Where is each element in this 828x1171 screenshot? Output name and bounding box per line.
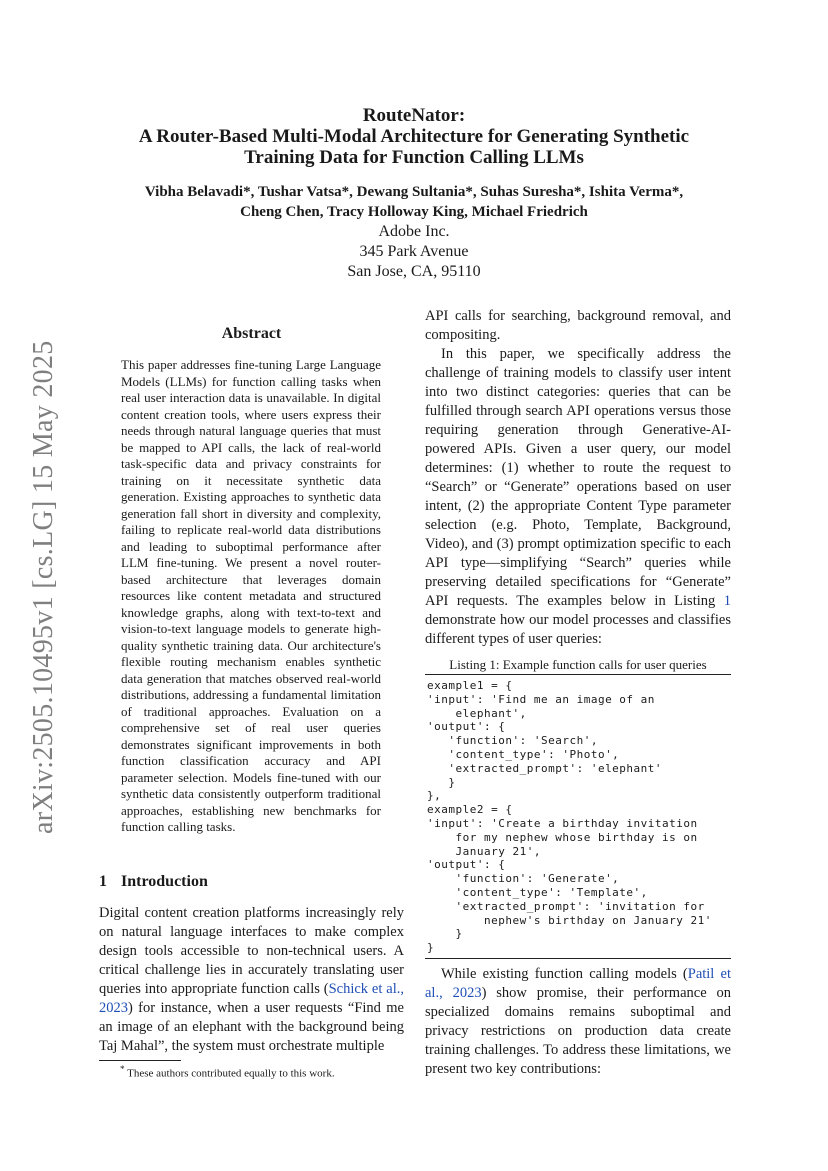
authors-line-2: Cheng Chen, Tracy Holloway King, Michael Friedrich: [240, 204, 588, 220]
authors-line-1: Vibha Belavadi*, Tushar Vatsa*, Dewang Sultania*, Suhas Suresha*, Ishita Verma*,: [144, 184, 684, 200]
right-column-top: [425, 307, 731, 649]
affiliation-org: Adobe Inc.: [378, 223, 450, 240]
intro-paragraph: [99, 904, 404, 1056]
section-title: Introduction: [121, 873, 208, 890]
paper-title-line-3: Training Data for Function Calling LLMs: [244, 147, 584, 168]
arxiv-identifier: arXiv:2505.10495v1 [cs.LG] 15 May 2025: [28, 340, 59, 834]
footnote-marker: *: [120, 1064, 125, 1074]
challenge-text-a: In this paper, we specifically address the challenge of training models to classify user intent into two distinct categories: queries that can be fulfilled through search API operations versus those requiring generation through Generative-AI-powered APIs. Given a user query, our model determines: (1) whether to route the request to “Search” or “Generate” operations based on user intent, (2) the appropriate Content Type parameter selection (e.g. Photo, Template, Background, Video), and (3) prompt optimization specific to each API type—simplifying “Search” queries while preserving detailed specifications for “Generate” API requests. The examples below in Listing: [425, 346, 731, 609]
paragraph-existing-models: [425, 965, 731, 1079]
affiliation-street: 345 Park Avenue: [359, 243, 469, 260]
footnote: [120, 1064, 335, 1080]
citation-schick[interactable]: Schick et al., 2023: [99, 981, 404, 1016]
listing-reference[interactable]: 1: [723, 593, 731, 609]
paragraph-challenge: [425, 345, 731, 649]
citation-patil[interactable]: Patil et al., 2023: [425, 966, 731, 1001]
paper-title-line-2: A Router-Based Multi-Modal Architecture for Generating Synthetic: [138, 126, 690, 147]
abstract-heading: Abstract: [221, 325, 282, 342]
listing-caption: Listing 1: Example function calls for user queries: [449, 657, 707, 672]
listing-bottom-rule: [425, 958, 731, 959]
affiliation-city: San Jose, CA, 95110: [347, 263, 481, 280]
existing-text-b: ) show promise, their performance on specialized domains remains suboptimal and privacy restrictions on production data create training challenges. To address these limitations, we present two key contributions:: [425, 985, 731, 1077]
section-number: 1: [99, 873, 107, 890]
paragraph-continued: API calls for searching, background removal, and compositing.: [425, 308, 731, 343]
paper-title-line-1: RouteNator:: [362, 105, 466, 126]
listing-top-rule: [425, 674, 731, 675]
listing-code: example1 = { 'input': 'Find me an image of an elephant', 'output': { 'function': 'Search', 'content_type': 'Photo', 'extracted_prompt': 'elephant' } }, example2 = { 'input': 'Create a birthday invitation for my nephew whose birthday is on January 21', 'output': { 'function': 'Generate', 'content_type': 'Template', 'extracted_prompt': 'invitation for nephew's birthday on January 21' } }: [427, 679, 712, 955]
challenge-text-b: demonstrate how our model processes and classifies different types of user queries:: [425, 612, 731, 647]
footnote-rule: [99, 1060, 181, 1061]
section-heading-introduction: [99, 873, 404, 891]
intro-text-b: ) for instance, when a user requests “Find me an image of an elephant with the background being Taj Mahal”, the system must orchestrate multiple: [99, 1000, 404, 1054]
footnote-text: These authors contributed equally to this work.: [127, 1067, 335, 1080]
existing-text-a: While existing function calling models (: [441, 966, 688, 982]
abstract-text: This paper addresses fine-tuning Large Language Models (LLMs) for function calling tasks when real user interaction data is unavailable. In digital content creation tools, where users express their needs through natural language queries that must be mapped to API calls, the lack of real-world task-specific data and privacy constraints for training on it necessitate synthetic data generation. Existing approaches to synthetic data generation fall short in diversity and complexity, failing to replicate real-world data distributions and leading to suboptimal performance after LLM fine-tuning. We present a novel router-based architecture that leverages domain resources like content metadata and structured knowledge graphs, along with text-to-text and vision-to-text language models to generate high-quality synthetic training data. Our architecture's flexible routing mechanism enables synthetic data generation that matches observed real-world distributions, addressing a fundamental limitation of traditional approaches. Evaluation on a comprehensive set of real user queries demonstrates significant improvements in both function classification accuracy and API parameter selection. Models fine-tuned with our synthetic data consistently outperform traditional approaches, establishing new benchmarks for function calling tasks.: [121, 357, 381, 834]
intro-text-a: Digital content creation platforms increasingly rely on natural language interfaces to make complex design tools accessible to non-technical users. A critical challenge lies in accurately translating user queries into appropriate function calls (: [99, 905, 404, 997]
